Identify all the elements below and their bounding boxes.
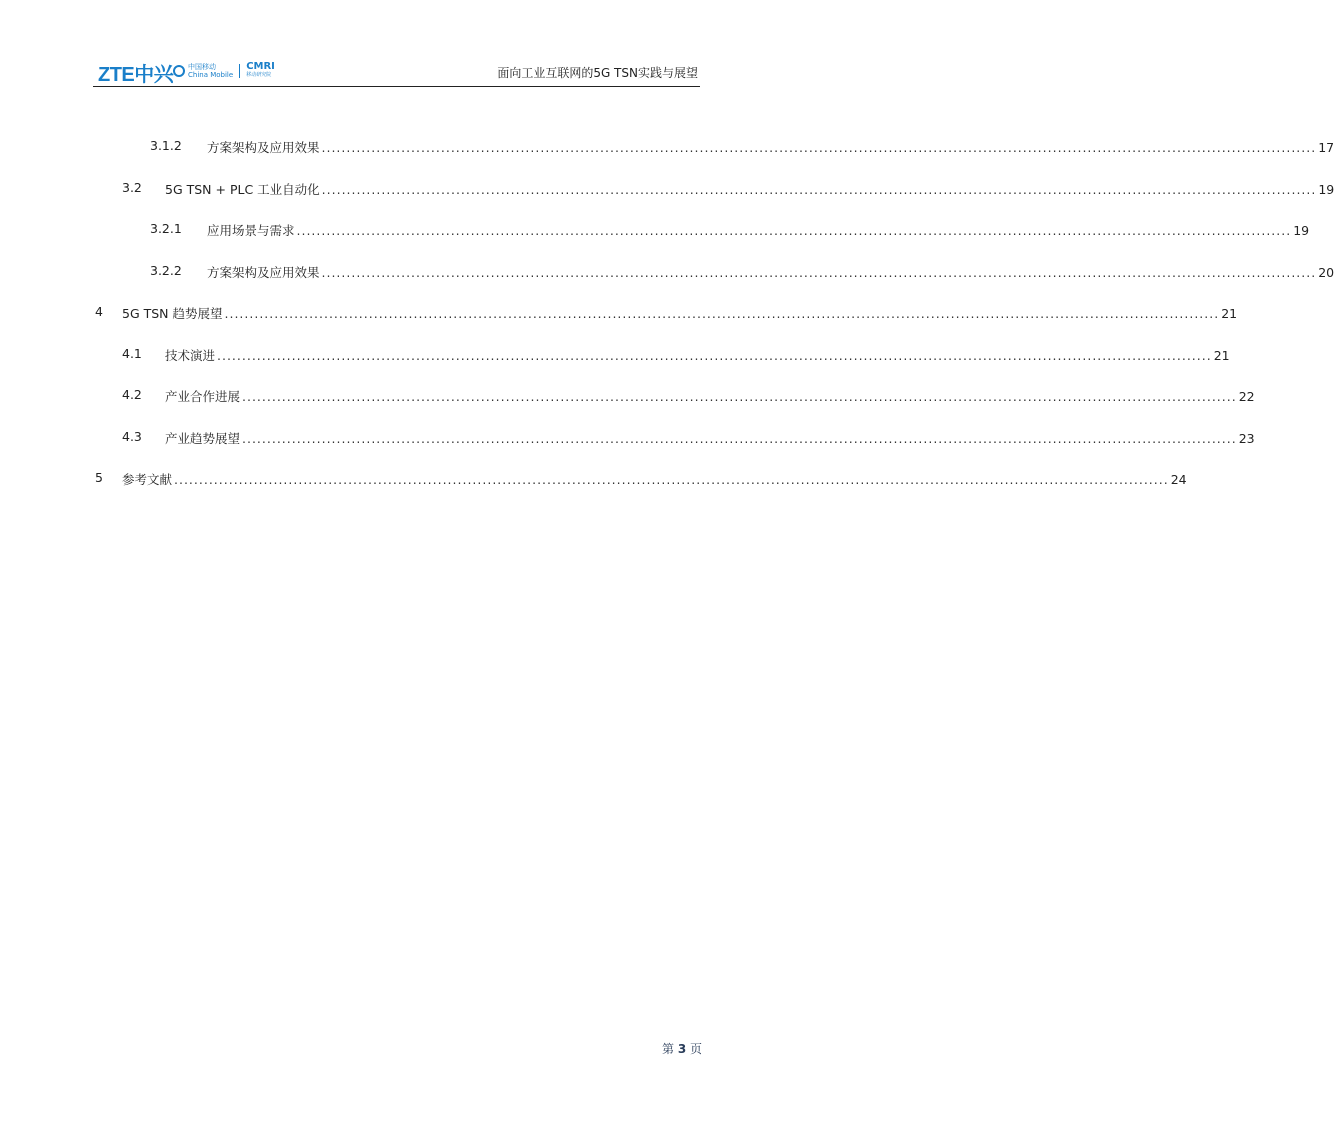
toc-page: 19 [1318, 181, 1334, 197]
document-title: 面向工业互联网的5G TSN实践与展望 [497, 66, 698, 80]
china-mobile-icon [173, 65, 185, 77]
toc-number: 4.3 [122, 428, 142, 444]
toc-entry[interactable] [0, 304, 1238, 322]
toc-number: 3.2 [122, 179, 142, 195]
toc-page: 19 [1293, 223, 1310, 238]
toc-leader: ........................................................................................................................................................................................................ [321, 264, 1317, 280]
toc-entry[interactable] [0, 428, 1255, 447]
toc-number: 3.2.2 [150, 262, 182, 278]
toc-title: 应用场景与需求 [207, 223, 295, 238]
toc-page: 17 [1318, 140, 1334, 155]
toc-leader: ........................................................................................................................................................................................................ [242, 389, 1237, 404]
toc-title: 5G TSN + PLC 工业自动化 [165, 181, 320, 197]
toc-entry[interactable] [0, 470, 1187, 488]
toc-leader: ........................................................................................................................................................................................................ [296, 223, 1292, 238]
toc-leader: ........................................................................................................................................................................................................ [321, 140, 1317, 155]
toc-leader: ........................................................................................................................................................................................................ [217, 347, 1212, 363]
toc-page: 21 [1221, 306, 1238, 321]
zte-logo: ZTE中兴 [98, 64, 174, 86]
toc-entry[interactable] [0, 345, 1230, 364]
toc-entry[interactable] [0, 179, 1334, 198]
toc-number: 4.1 [122, 345, 142, 361]
toc-title: 产业合作进展 [165, 389, 241, 404]
toc-leader: ........................................................................................................................................................................................................ [224, 306, 1220, 321]
toc-title: 产业趋势展望 [165, 430, 241, 446]
page-header [93, 56, 700, 87]
toc-entry[interactable] [0, 138, 1334, 156]
logo-divider [239, 64, 240, 78]
cmri-logo: CMRI [246, 61, 275, 72]
toc-page: 23 [1238, 430, 1255, 446]
toc-page: 22 [1238, 389, 1255, 404]
toc-page: 21 [1213, 347, 1230, 363]
toc-title: 参考文献 [122, 472, 173, 487]
toc-number: 4 [95, 304, 103, 319]
cm-cn: 中国移动 [188, 63, 216, 71]
cmri-cn: 移动研究院 [246, 72, 272, 78]
toc-title: 方案架构及应用效果 [207, 264, 320, 280]
china-mobile-logo [173, 62, 275, 80]
toc-entry[interactable] [0, 387, 1255, 405]
toc-leader: ........................................................................................................................................................................................................ [321, 181, 1317, 197]
toc-number: 3.1.2 [150, 138, 182, 153]
toc-number: 4.2 [122, 387, 142, 402]
toc-leader: ........................................................................................................................................................................................................ [174, 472, 1169, 487]
toc-title: 方案架构及应用效果 [207, 140, 320, 155]
toc-number: 5 [95, 470, 103, 485]
toc-leader: ........................................................................................................................................................................................................ [242, 430, 1237, 446]
page-number: 第 3 页 [662, 1042, 703, 1056]
toc-title: 5G TSN 趋势展望 [122, 306, 223, 321]
toc-entry[interactable] [0, 262, 1334, 281]
toc-page: 24 [1170, 472, 1187, 487]
toc-entry[interactable] [0, 221, 1310, 239]
toc-page: 20 [1318, 264, 1334, 280]
toc-number: 3.2.1 [150, 221, 182, 236]
toc-title: 技术演进 [165, 347, 216, 363]
cm-en: China Mobile [188, 71, 234, 79]
